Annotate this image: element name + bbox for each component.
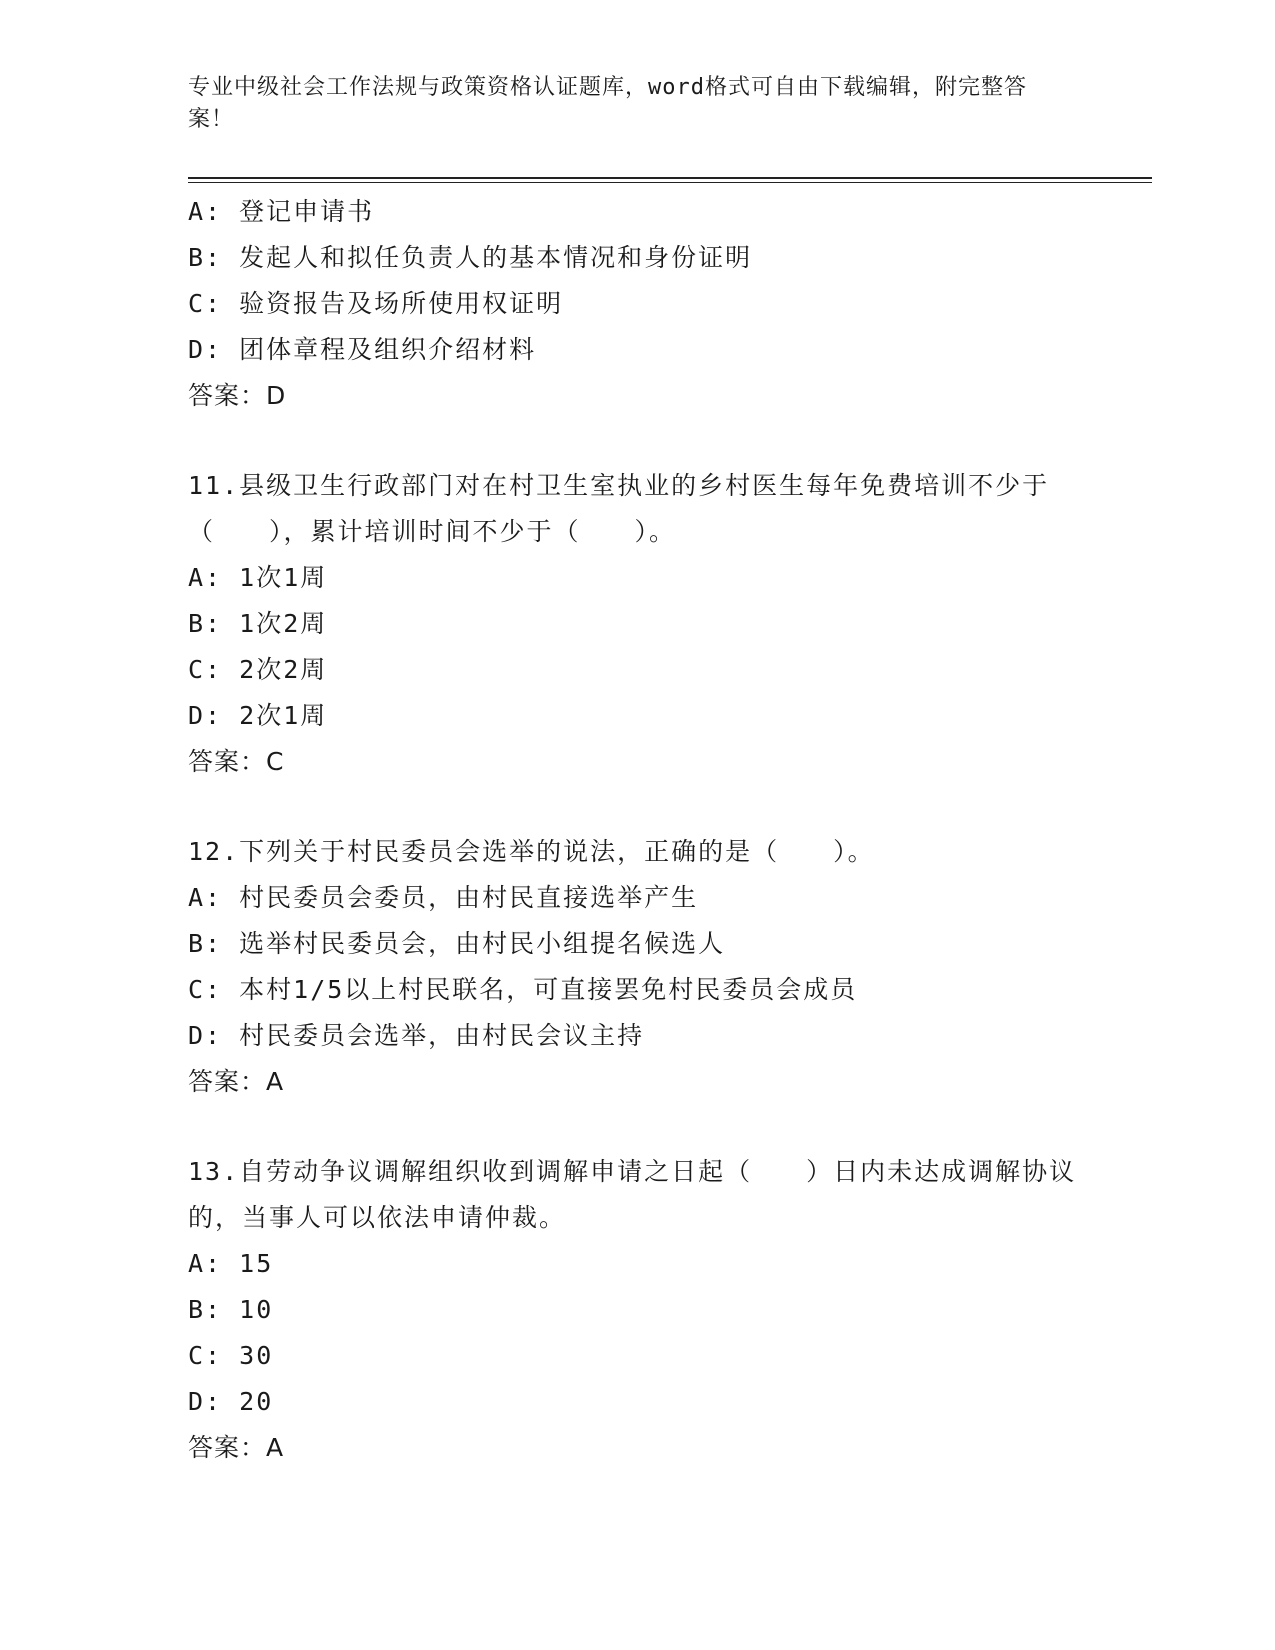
question-13 [188,1149,1088,1471]
option-b: B: 发起人和拟任负责人的基本情况和身份证明 [188,243,753,272]
option-b: B: 10 [188,1295,274,1324]
option-a: A: 1次1周 [188,563,328,592]
header-divider-thick [188,177,1152,179]
option-c: C: 验资报告及场所使用权证明 [188,289,564,318]
option-d: D: 2次1周 [188,701,328,730]
answer: 答案：A [188,1433,285,1462]
option-c: C: 30 [188,1341,274,1370]
option-d: D: 团体章程及组织介绍材料 [188,335,537,364]
option-a: A: 15 [188,1249,274,1278]
option-b: B: 1次2周 [188,609,328,638]
option-d: D: 20 [188,1387,274,1416]
question-stem: 12.下列关于村民委员会选举的说法，正确的是（ ）。 [188,837,875,866]
question-list [188,189,1088,1471]
question-12 [188,829,1088,1105]
question-10 [188,189,1088,419]
answer: 答案：A [188,1067,285,1096]
document-header: 专业中级社会工作法规与政策资格认证题库，word格式可自由下载编辑，附完整答案！ [188,75,1027,132]
option-c: C: 本村1/5以上村民联名，可直接罢免村民委员会成员 [188,975,858,1004]
option-d: D: 村民委员会选举，由村民会议主持 [188,1021,645,1050]
option-c: C: 2次2周 [188,655,328,684]
option-a: A: 村民委员会委员，由村民直接选举产生 [188,883,699,912]
question-stem: 13.自劳动争议调解组织收到调解申请之日起（ ）日内未达成调解协议的，当事人可以依法申请仲裁。 [188,1157,1077,1232]
question-stem: 11.县级卫生行政部门对在村卫生室执业的乡村医生每年免费培训不少于（ ），累计培训时间不少于（ ）。 [188,471,1050,546]
answer: 答案：D [188,381,287,410]
header-divider-thin [188,182,1152,183]
option-a: A: 登记申请书 [188,197,375,226]
answer: 答案：C [188,747,285,776]
option-b: B: 选举村民委员会，由村民小组提名候选人 [188,929,726,958]
question-11 [188,463,1088,785]
